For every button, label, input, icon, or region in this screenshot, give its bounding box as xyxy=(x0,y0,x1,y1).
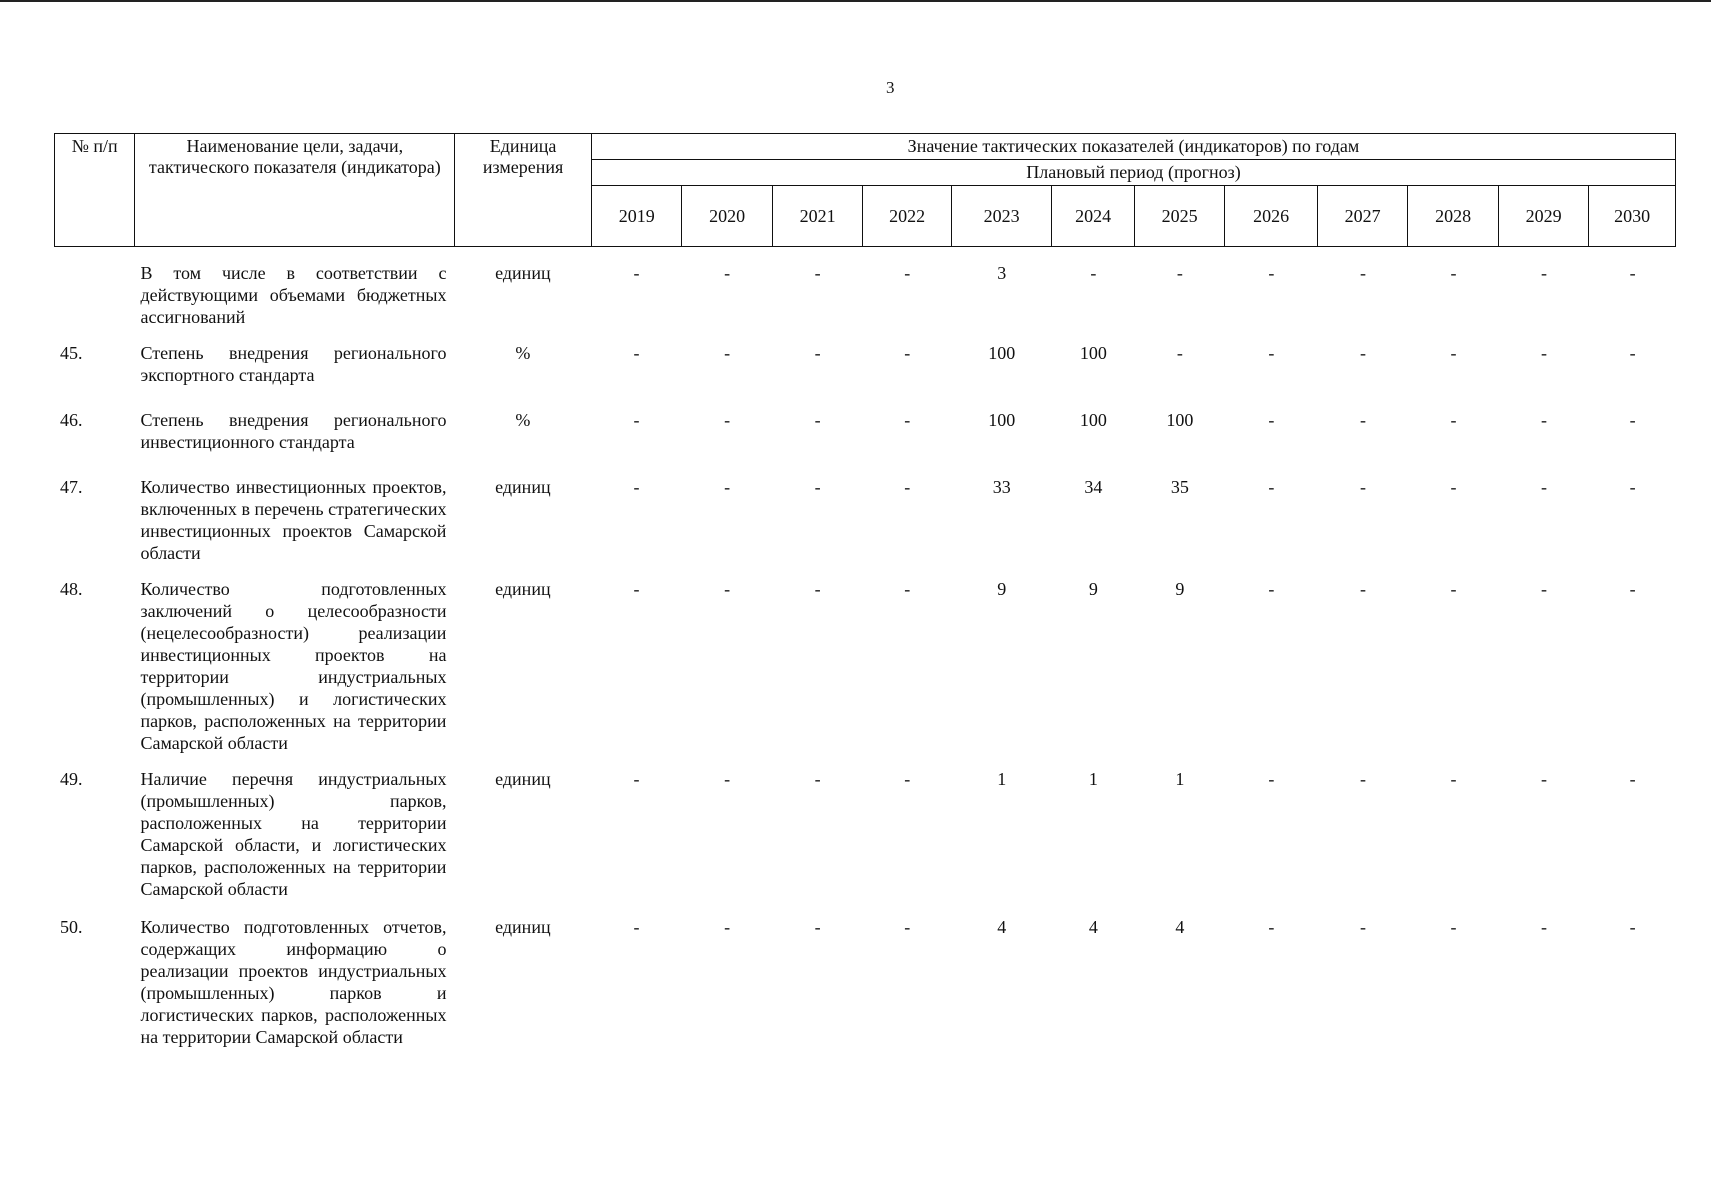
value-2029: - xyxy=(1541,579,1548,599)
unit-of-measure: единиц xyxy=(495,263,551,283)
year-2024: 2024 xyxy=(1052,186,1134,247)
year-2020: 2020 xyxy=(682,186,772,247)
value-2027: - xyxy=(1359,410,1366,430)
value-2023: 9 xyxy=(997,579,1007,599)
value-2024: 4 xyxy=(1088,917,1098,937)
header-col-no: № п/п xyxy=(55,134,135,247)
value-2026: - xyxy=(1268,477,1275,497)
value-2025: 4 xyxy=(1175,917,1185,937)
value-2027: - xyxy=(1359,769,1366,789)
value-2023: 100 xyxy=(988,343,1016,363)
value-2027: - xyxy=(1359,477,1366,497)
indicator-name: Степень внедрения регионального инвестиционного стандарта xyxy=(140,410,447,452)
table-row xyxy=(54,342,1676,409)
value-2028: - xyxy=(1450,343,1457,363)
value-2022: - xyxy=(904,477,911,497)
value-2022: - xyxy=(904,343,911,363)
value-2021: - xyxy=(814,579,821,599)
value-2027: - xyxy=(1359,917,1366,937)
value-2019: - xyxy=(633,343,640,363)
value-2029: - xyxy=(1541,769,1548,789)
row-number: 48. xyxy=(60,579,83,599)
table-header xyxy=(54,133,1676,247)
value-2023: 3 xyxy=(997,263,1007,283)
value-2029: - xyxy=(1541,410,1548,430)
row-number: 46. xyxy=(60,410,83,430)
value-2030: - xyxy=(1629,343,1636,363)
value-2019: - xyxy=(633,917,640,937)
value-2020: - xyxy=(724,477,731,497)
indicator-name: Степень внедрения регионального экспортного стандарта xyxy=(140,343,447,385)
value-2028: - xyxy=(1450,263,1457,283)
unit-of-measure: единиц xyxy=(495,917,551,937)
page-number: 3 xyxy=(886,78,895,97)
value-2024: 1 xyxy=(1088,769,1098,789)
header-col-values: Значение тактических показателей (индикаторов) по годам xyxy=(591,134,1675,160)
value-2029: - xyxy=(1541,343,1548,363)
row-number xyxy=(54,262,134,342)
value-2019: - xyxy=(633,769,640,789)
unit-of-measure: единиц xyxy=(495,579,551,599)
row-number: 50. xyxy=(60,917,83,937)
value-2028: - xyxy=(1450,579,1457,599)
value-2022: - xyxy=(904,769,911,789)
value-2019: - xyxy=(633,477,640,497)
value-2023: 4 xyxy=(997,917,1007,937)
value-2021: - xyxy=(814,263,821,283)
year-2026: 2026 xyxy=(1225,186,1318,247)
table-row xyxy=(54,409,1676,476)
value-2030: - xyxy=(1629,579,1636,599)
value-2027: - xyxy=(1359,579,1366,599)
indicator-name: Количество подготовленных заключений о целесообразности (нецелесообразности) реализации инвестиционных проектов на территории индустриальных (промышленных) и логистических парков, расположенных на территории Самарской области xyxy=(140,579,447,753)
indicators-table xyxy=(54,262,1676,1076)
indicator-name: Наличие перечня индустриальных (промышленных) парков, расположенных на территории Самарской области, и логистических парков, расположенных на территории Самарской области xyxy=(140,769,447,899)
year-2028: 2028 xyxy=(1408,186,1498,247)
value-2020: - xyxy=(724,410,731,430)
indicator-name: В том числе в соответствии с действующими объемами бюджетных ассигнований xyxy=(140,263,447,327)
value-2030: - xyxy=(1629,769,1636,789)
unit-of-measure: % xyxy=(515,343,531,363)
year-2019: 2019 xyxy=(591,186,681,247)
header-col-period: Плановый период (прогноз) xyxy=(591,160,1675,186)
indicator-name: Количество инвестиционных проектов, включенных в перечень стратегических инвестиционных проектов Самарской области xyxy=(140,477,447,563)
value-2021: - xyxy=(814,477,821,497)
value-2020: - xyxy=(724,263,731,283)
value-2026: - xyxy=(1268,579,1275,599)
table-row xyxy=(54,768,1676,916)
value-2022: - xyxy=(904,263,911,283)
value-2024: 9 xyxy=(1088,579,1098,599)
value-2028: - xyxy=(1450,477,1457,497)
year-2023: 2023 xyxy=(951,186,1052,247)
year-2021: 2021 xyxy=(772,186,862,247)
value-2026: - xyxy=(1268,263,1275,283)
value-2020: - xyxy=(724,343,731,363)
value-2026: - xyxy=(1268,769,1275,789)
value-2026: - xyxy=(1268,917,1275,937)
value-2021: - xyxy=(814,769,821,789)
value-2029: - xyxy=(1541,917,1548,937)
value-2024: 100 xyxy=(1079,410,1107,430)
value-2030: - xyxy=(1629,917,1636,937)
value-2026: - xyxy=(1268,410,1275,430)
value-2028: - xyxy=(1450,769,1457,789)
value-2019: - xyxy=(633,263,640,283)
value-2025: 9 xyxy=(1175,579,1185,599)
value-2029: - xyxy=(1541,263,1548,283)
value-2025: - xyxy=(1176,343,1183,363)
year-2027: 2027 xyxy=(1317,186,1407,247)
value-2024: 34 xyxy=(1084,477,1103,497)
value-2025: - xyxy=(1176,263,1183,283)
unit-of-measure: единиц xyxy=(495,769,551,789)
year-2030: 2030 xyxy=(1589,186,1676,247)
value-2027: - xyxy=(1359,343,1366,363)
value-2028: - xyxy=(1450,917,1457,937)
value-2020: - xyxy=(724,579,731,599)
value-2023: 100 xyxy=(988,410,1016,430)
unit-of-measure: % xyxy=(515,410,531,430)
value-2024: - xyxy=(1090,263,1097,283)
value-2025: 100 xyxy=(1166,410,1194,430)
value-2030: - xyxy=(1629,410,1636,430)
value-2019: - xyxy=(633,579,640,599)
value-2019: - xyxy=(633,410,640,430)
indicator-name: Количество подготовленных отчетов, содержащих информацию о реализации проектов индустриальных (промышленных) парков и логистических парков, расположенных на территории Самарской области xyxy=(140,917,447,1047)
table-row xyxy=(54,578,1676,768)
value-2027: - xyxy=(1359,263,1366,283)
value-2022: - xyxy=(904,410,911,430)
row-number: 49. xyxy=(60,769,83,789)
value-2020: - xyxy=(724,917,731,937)
value-2030: - xyxy=(1629,263,1636,283)
value-2022: - xyxy=(904,579,911,599)
row-number: 45. xyxy=(60,343,83,363)
header-col-name: Наименование цели, задачи, тактического показателя (индикатора) xyxy=(135,134,455,247)
table-row xyxy=(54,262,1676,342)
year-2022: 2022 xyxy=(863,186,951,247)
value-2021: - xyxy=(814,410,821,430)
value-2024: 100 xyxy=(1079,343,1107,363)
year-2029: 2029 xyxy=(1498,186,1588,247)
value-2022: - xyxy=(904,917,911,937)
value-2021: - xyxy=(814,917,821,937)
value-2023: 33 xyxy=(992,477,1011,497)
value-2029: - xyxy=(1541,477,1548,497)
table-row xyxy=(54,476,1676,578)
value-2021: - xyxy=(814,343,821,363)
value-2025: 1 xyxy=(1175,769,1185,789)
value-2020: - xyxy=(724,769,731,789)
value-2026: - xyxy=(1268,343,1275,363)
value-2030: - xyxy=(1629,477,1636,497)
unit-of-measure: единиц xyxy=(495,477,551,497)
header-col-unit: Единица измерения xyxy=(455,134,592,247)
value-2025: 35 xyxy=(1170,477,1189,497)
page-top-edge xyxy=(0,0,1711,2)
row-number: 47. xyxy=(60,477,83,497)
value-2028: - xyxy=(1450,410,1457,430)
year-2025: 2025 xyxy=(1134,186,1224,247)
table-row xyxy=(54,916,1676,1076)
value-2023: 1 xyxy=(997,769,1007,789)
